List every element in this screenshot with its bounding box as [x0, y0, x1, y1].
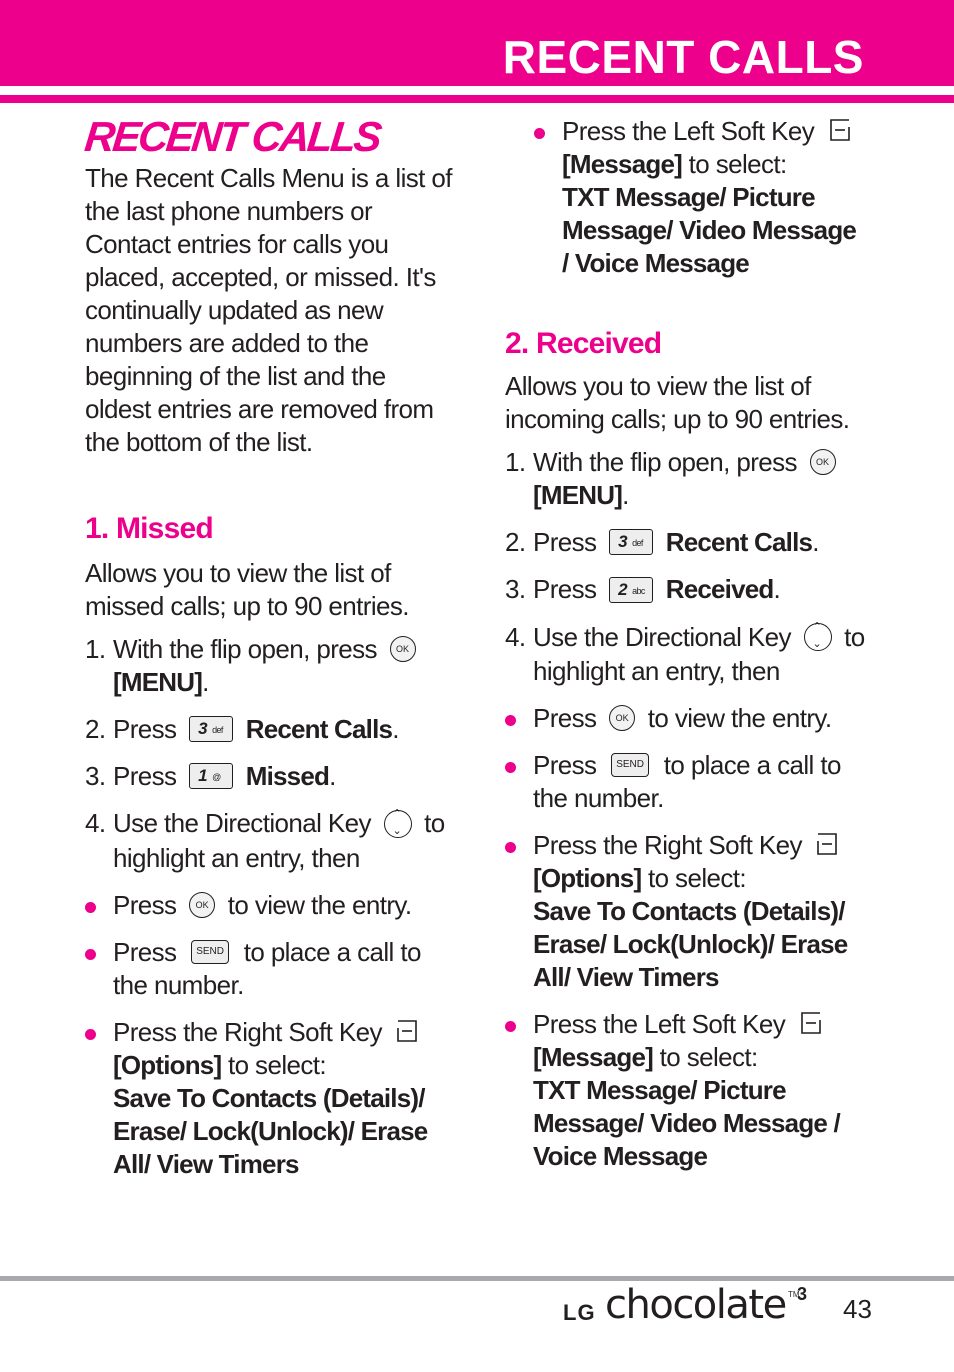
header-title: RECENT CALLS: [502, 31, 864, 83]
received-description: Allows you to view the list of incoming calls; up to 90 entries.: [505, 371, 850, 435]
received-bullet-message: Press the Left Soft Key [Message] to select: TXT Message/ Picture Message/ Video Message / Voice Message: [505, 1008, 865, 1173]
key-2-icon: 2 abc: [609, 577, 653, 603]
left-column: [82, 112, 455, 1181]
right-soft-key-icon: [396, 1019, 418, 1043]
key-1-voicemail-icon: 1 @: [189, 763, 233, 789]
missed-step-4: 4. Use the Directional Key ⌃ ⌄ to highlight an entry, then: [85, 807, 455, 874]
received-bullet-send: Press SEND to place a call to the number.: [505, 749, 865, 815]
right-column: [505, 115, 865, 1173]
missed-bullet-options: Press the Right Soft Key [Options] to select: Save To Contacts (Details)/ Erase/ Lock(Unlock)/ Erase All/ View Timers: [85, 1016, 455, 1181]
bullet-icon: [505, 715, 516, 726]
ok-key-icon: OK: [390, 636, 416, 662]
missed-step-1: 1. With the flip open, press OK [MENU].: [85, 633, 455, 699]
received-bullet-options: Press the Right Soft Key [Options] to select: Save To Contacts (Details)/ Erase/ Lock(Unlock)/ Erase All/ View Timers: [505, 829, 865, 994]
missed-step-2: 2. Press 3 def Recent Calls.: [85, 714, 399, 745]
bullet-icon: [85, 949, 96, 960]
footer-rule: [0, 1276, 954, 1281]
intro-text: The Recent Calls Menu is a list of the last phone numbers or Contact entries for calls you placed, accepted, or missed. It's continually updated as new numbers are added to the beginning of the list and the oldest entries are removed from the bottom of the list.: [85, 163, 452, 457]
bullet-icon: [505, 762, 516, 773]
received-step-1: 1. With the flip open, press OK [MENU].: [505, 446, 865, 512]
bullet-icon: [85, 902, 96, 913]
page-number: 43: [843, 1294, 872, 1324]
right-soft-key-icon: [816, 832, 838, 856]
received-step-2: 2. Press 3 def Recent Calls.: [505, 527, 819, 558]
bullet-icon: [505, 1021, 516, 1032]
received-bullet-view: Press OK to view the entry.: [505, 702, 865, 735]
missed-step-3: 3. Press 1 @ Missed.: [85, 761, 336, 792]
missed-heading: 1. Missed: [85, 512, 213, 545]
key-3-icon: 3 def: [189, 716, 233, 742]
ok-key-icon: OK: [609, 705, 635, 731]
key-3-icon: 3 def: [609, 529, 653, 555]
received-step-4: 4. Use the Directional Key ⌃ ⌄ to highlight an entry, then: [505, 621, 865, 688]
missed-bullet-send: Press SEND to place a call to the number.: [85, 936, 455, 1002]
left-soft-key-icon: [800, 1011, 822, 1035]
left-soft-key-bullet: Press the Left Soft Key [Message] to select: TXT Message/ Picture Message/ Video Message / Voice Message: [534, 115, 865, 280]
left-soft-key-icon: [829, 118, 851, 142]
send-key-icon: SEND: [191, 940, 229, 964]
header-rule: [0, 95, 954, 103]
ok-key-icon: OK: [189, 892, 215, 918]
received-step-3: 3. Press 2 abc Received.: [505, 574, 781, 605]
page-title: RECENT CALLS: [82, 113, 382, 160]
missed-description: Allows you to view the list of missed calls; up to 90 entries.: [85, 558, 409, 621]
missed-bullet-view: Press OK to view the entry.: [85, 889, 455, 922]
send-key-icon: SEND: [611, 753, 649, 777]
bullet-icon: [85, 1029, 96, 1040]
ok-key-icon: OK: [810, 449, 836, 475]
bullet-icon: [505, 842, 516, 853]
received-heading: 2. Received: [505, 327, 662, 361]
bullet-icon: [534, 128, 545, 139]
directional-key-icon: [384, 810, 412, 838]
directional-key-icon: [804, 623, 832, 651]
